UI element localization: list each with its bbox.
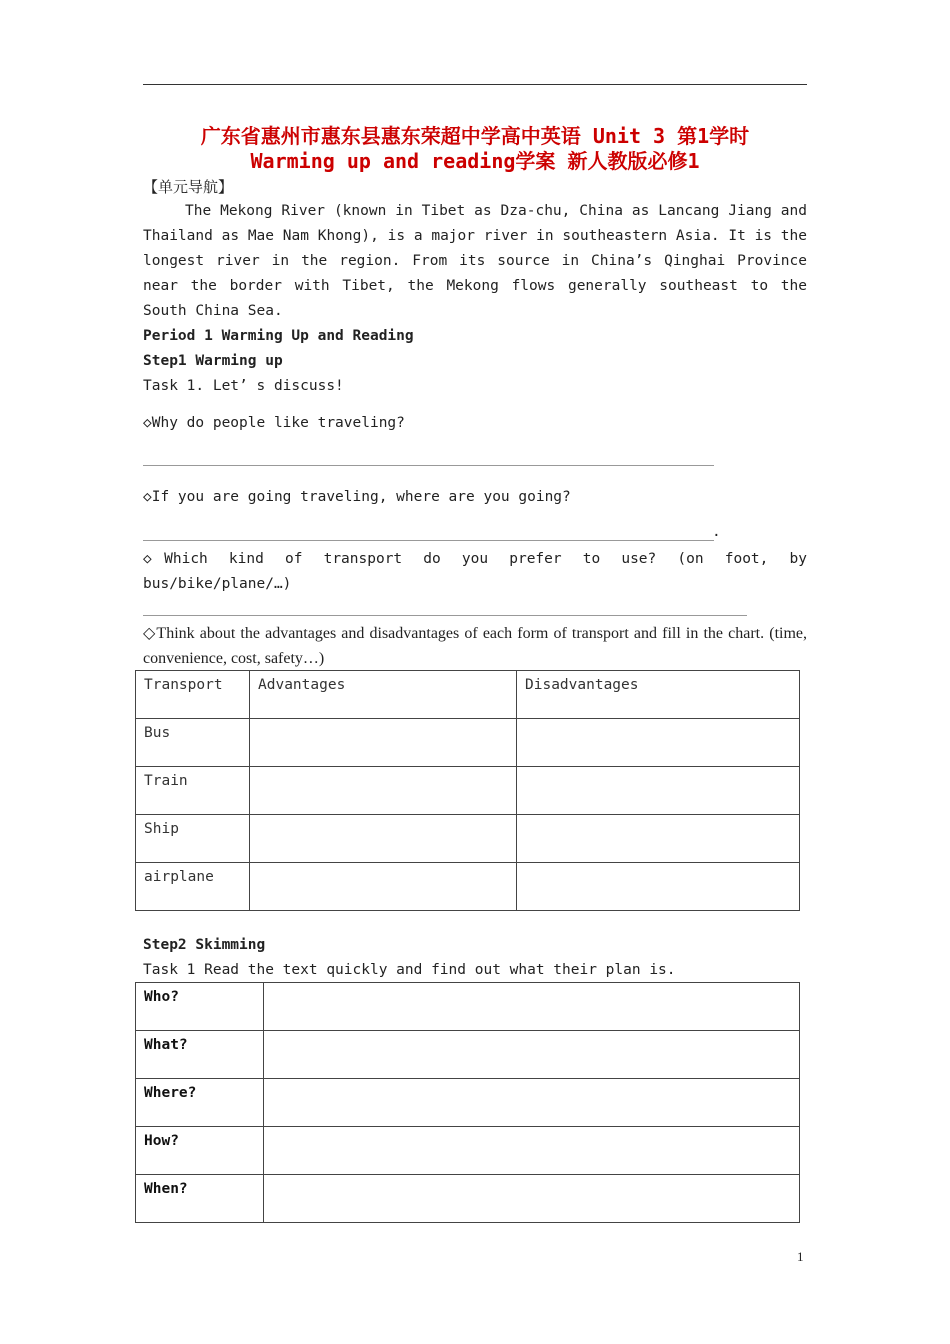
skimming-task-label: Task 1 Read the text quickly and find out what their plan is. [143,962,676,978]
question-transport-preference: ◇Which kind of transport do you prefer to use? (on foot, by bus/bike/plane/…) [143,551,807,592]
row-label-airplane: airplane [136,863,250,911]
row-label-who: Who? [136,983,264,1031]
table-row [136,1031,800,1079]
row-label-train: Train [136,767,250,815]
row-label-how: How? [136,1127,264,1175]
think-instruction: ◇Think about the advantages and disadvantages of each form of transport and fill in the chart. (time, convenience, cost, safety…) [143,625,807,667]
table-row [136,719,800,767]
ship-advantages-cell[interactable] [250,815,517,863]
header-advantages: Advantages [250,671,517,719]
table-row [136,767,800,815]
train-disadvantages-cell[interactable] [517,767,800,815]
transport-chart [135,670,800,911]
how-answer-cell[interactable] [264,1127,800,1175]
answer-line-1[interactable] [143,465,714,466]
row-label-ship: Ship [136,815,250,863]
table-row [136,815,800,863]
document-title-line-1: 广东省惠州市惠东县惠东荣超中学高中英语 Unit 3 第1学时 [200,124,750,148]
table-row [136,1079,800,1127]
table-row [136,863,800,911]
step1-heading: Step1 Warming up [143,353,283,369]
row-label-where: Where? [136,1079,264,1127]
plan-chart [135,982,800,1223]
train-advantages-cell[interactable] [250,767,517,815]
header-transport: Transport [136,671,250,719]
top-rule [143,84,807,85]
answer-line-2[interactable] [143,540,714,541]
answer-line-2-period: . [712,524,721,540]
bus-disadvantages-cell[interactable] [517,719,800,767]
when-answer-cell[interactable] [264,1175,800,1223]
table-row [136,1175,800,1223]
task1-label: Task 1. Let’ s discuss! [143,378,344,394]
row-label-what: What? [136,1031,264,1079]
table-header-row [136,671,800,719]
airplane-disadvantages-cell[interactable] [517,863,800,911]
ship-disadvantages-cell[interactable] [517,815,800,863]
who-answer-cell[interactable] [264,983,800,1031]
what-answer-cell[interactable] [264,1031,800,1079]
intro-paragraph: The Mekong River (known in Tibet as Dza-chu, China as Lancang Jiang and Thailand as Mae Nam Khong), is a major river in southeastern Asia. It is the longest river in the region. From its source in China’s Qinghai Province near the border with Tibet, the Mekong flows generally southeast to the South China Sea. [143,203,807,319]
table-row [136,983,800,1031]
where-answer-cell[interactable] [264,1079,800,1127]
document-title-line-2: Warming up and reading学案 新人教版必修1 [250,149,700,173]
row-label-when: When? [136,1175,264,1223]
answer-line-3[interactable] [143,615,747,616]
header-disadvantages: Disadvantages [517,671,800,719]
bus-advantages-cell[interactable] [250,719,517,767]
airplane-advantages-cell[interactable] [250,863,517,911]
table-row [136,1127,800,1175]
question-why-travel: ◇Why do people like traveling? [143,415,405,431]
unit-navigation-heading: 【单元导航】 [143,178,234,196]
period-heading: Period 1 Warming Up and Reading [143,328,414,344]
row-label-bus: Bus [136,719,250,767]
step2-heading: Step2 Skimming [143,937,266,953]
page-number: 1 [797,1249,804,1264]
question-where-going: ◇If you are going traveling, where are you going? [143,489,571,505]
